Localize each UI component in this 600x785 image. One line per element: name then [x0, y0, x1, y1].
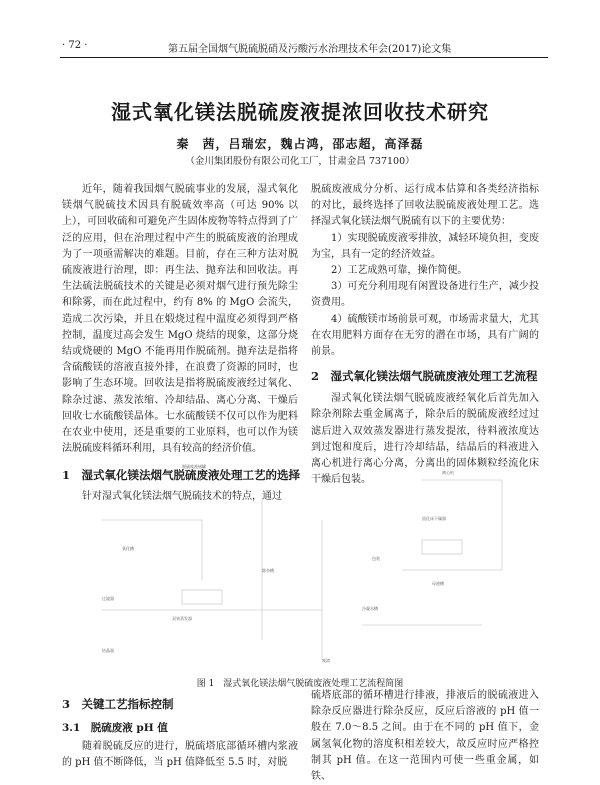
fig-label: 双效蒸发器	[172, 616, 192, 621]
header-rule	[60, 57, 548, 58]
advantage-item: 4）硫酸镁市场前景可观，市场需求量大，尤其在农用肥料方面存在无穷的潜在市场，具有广阔的前景。	[311, 313, 539, 358]
left-column	[62, 182, 298, 506]
advantage-item: 2）工艺成熟可靠，操作简便。	[331, 265, 468, 277]
section1-text: 针对湿式氧化镁法烟气脱硫技术的特点，通过	[82, 491, 282, 503]
fig-label: 母液槽	[432, 581, 444, 586]
right-column	[311, 182, 539, 488]
bottom-right	[311, 688, 539, 785]
fig-label: 包装	[372, 556, 380, 561]
fig-label: 除杂槽	[262, 568, 274, 573]
process-flow-figure	[62, 460, 538, 670]
fig-label: 结晶器	[102, 648, 114, 653]
section1-heading: 1 湿式氧化镁法烟气脱硫废液处理工艺的选择	[62, 468, 300, 483]
advantage-item: 3）可充分利用现有闲置设备进行生产，减少投资费用。	[311, 281, 539, 309]
authors: 秦 茜，吕瑞宏，魏占鸿，邵志超，高泽磊	[176, 137, 424, 151]
paper-title: 湿式氧化镁法脱硫废液提浓回收技术研究	[111, 100, 489, 124]
fig-label: 过滤器	[102, 596, 114, 601]
section2-heading: 2 湿式氧化镁法烟气脱硫废液处理工艺流程	[311, 369, 538, 384]
page-number: · 72 ·	[62, 40, 88, 51]
section3-heading: 3 关键工艺指标控制	[62, 697, 174, 711]
right-continuation: 脱硫废液成分分析、运行成本估算和各类经济指标的对比，最终选择了回收法脱硫废液处理工艺。选择湿式氧化镁法烟气脱硫有以下的主要优势：	[311, 184, 539, 228]
fig-label: 氧化槽	[122, 546, 134, 551]
bottom-left	[62, 696, 298, 771]
figure-caption: 图 1 湿式氧化镁法烟气脱硫废液处理工艺流程简图	[196, 679, 404, 689]
fig-label: 废渣	[322, 658, 330, 663]
running-header: 第五届全国烟气脱硫脱硝及污酸污水治理技术年会(2017)论文集	[168, 44, 452, 55]
section31-heading: 3.1 脱硫废液 pH 值	[62, 722, 168, 734]
section31-text: 随着脱硫反应的进行，脱硫塔底部循环槽内浆液的 pH 值不断降低，当 pH 值降低至 5.5 时，对脱	[62, 741, 298, 769]
fig-label: 流化床干燥器	[422, 516, 446, 521]
fig-label: 冷凝水槽	[362, 606, 378, 611]
affiliation: （金川集团股份有限公司化工厂，甘肃金昌 737100）	[185, 156, 415, 167]
right-bottom-text: 硫塔底部的循环槽进行排液，排液后的脱硫液进入除杂反应器进行除杂反应，反应后溶液的 pH 值一般在 7.0～8.5 之间。由于在不同的 pH 值下，金属氢氧化物的溶度积相差较大，故反应时应严格控制其 pH 值。在这一范围内可使一些重金属，如铁、	[311, 690, 539, 783]
intro-paragraph: 近年，随着我国烟气脱硫事业的发展，湿式氧化镁烟气脱硫技术因具有脱硫效率高（可达 90% 以上），可回收硫和可避免产生固体废物等特点得到了广泛的应用，但在治理过程中产生的脱硫废液的治理成为了一项亟需解决的难题。目前，存在三种方法对脱硫废液进行治理，即：再生法、抛弃法和回收法。再生法硫法脱硫技术的关键是必须对烟气进行预先除尘和除雾，而在此过程中，约有 8% 的 MgO 会流失，造成二次污染，并且在煅烧过程中温度必须得到严格控制，温度过高会发生 MgO 烧结的现象，这部分烧结或烧硬的 MgO 不能再用作脱硫剂。抛弃法是指将含硫酸镁的溶液直接外排，在浪费了资源的同时，也影响了生态环境。回收法是指将脱硫废液经过氧化、除杂过滤、蒸发浓缩、冷却结晶、离心分离、干燥后回收七水硫酸镁晶体。七水硫酸镁不仅可以作为肥料在农业中使用，还是重要的工业原料，也可以作为镁法脱硫废料循环利用，具有较高的经济价值。	[62, 184, 298, 455]
fig-label: 脱硫废液储罐	[182, 464, 206, 469]
section2-text: 湿式氧化镁法烟气脱硫废液经氧化后首先加入除杂剂除去重金属离子，除杂后的脱硫废液经过过滤后进入双效蒸发器进行蒸发提浓，待料液浓度达到过饱和度后，进行冷却结晶，结晶后的料液进入离心机进行离心分离，分离出的固体颗粒经流化床干燥后包装。	[311, 393, 539, 486]
advantage-item: 1）实现脱硫废液零排放，减轻环境负担，变废为宝，具有一定的经济效益。	[311, 232, 539, 260]
fig-label: 离心机	[442, 470, 454, 475]
